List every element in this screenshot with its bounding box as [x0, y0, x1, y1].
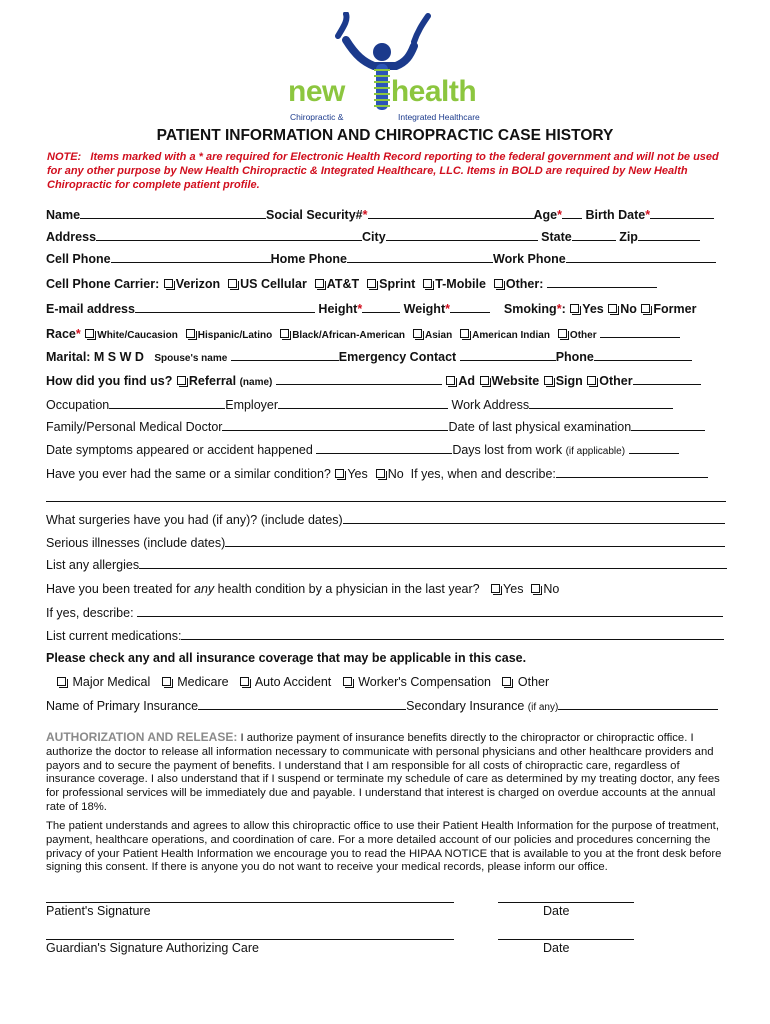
row-if-yes-describe: If yes, describe: — [46, 605, 726, 621]
allergies-field[interactable] — [139, 557, 727, 569]
illnesses-field[interactable] — [225, 535, 725, 547]
checkbox-website[interactable] — [480, 376, 489, 385]
insurance-heading: Please check any and all insurance coverage that may be applicable in this case. — [46, 651, 527, 665]
treated-describe-field[interactable] — [137, 605, 723, 617]
checkbox-medicare[interactable] — [162, 677, 171, 686]
row-allergies: List any allergies — [46, 557, 726, 573]
checkbox-tmobile[interactable] — [423, 279, 432, 288]
checkbox-sign[interactable] — [544, 376, 553, 385]
patient-date-line[interactable] — [498, 902, 634, 903]
row-occupation: Occupation Employer Work Address — [46, 397, 726, 413]
checkbox-sprint[interactable] — [367, 279, 376, 288]
work-phone-field[interactable] — [566, 251, 716, 263]
checkbox-us-cellular[interactable] — [228, 279, 237, 288]
note — [47, 150, 727, 192]
height-field[interactable] — [362, 301, 400, 313]
spouse-name-field[interactable] — [231, 349, 339, 361]
logo-sub-left: Chiropractic & — [290, 112, 344, 122]
checkbox-smoking-former[interactable] — [641, 304, 650, 313]
family-doctor-field[interactable] — [222, 419, 448, 431]
checkbox-treated-yes[interactable] — [491, 584, 500, 593]
name-field[interactable] — [80, 207, 266, 219]
symptoms-date-field[interactable] — [316, 442, 452, 454]
row-symptoms: Date symptoms appeared or accident happened Days lost from work (if applicable) — [46, 442, 726, 459]
row-phones: Cell Phone Home Phone Work Phone — [46, 251, 726, 267]
days-lost-field[interactable] — [629, 442, 679, 454]
find-other-field[interactable] — [633, 373, 701, 385]
row-doctor: Family/Personal Medical Doctor Date of last physical examination — [46, 419, 726, 435]
referral-name-field[interactable] — [276, 373, 442, 385]
row-illnesses: Serious illnesses (include dates) — [46, 535, 726, 551]
checkbox-verizon[interactable] — [164, 279, 173, 288]
checkbox-race-american-indian[interactable] — [460, 329, 469, 338]
checkbox-att[interactable] — [315, 279, 324, 288]
checkbox-ad[interactable] — [446, 376, 455, 385]
checkbox-race-other[interactable] — [558, 329, 567, 338]
authorization-paragraph — [46, 731, 726, 815]
checkbox-treated-no[interactable] — [531, 584, 540, 593]
patient-date-label: Date — [543, 904, 570, 918]
state-field[interactable] — [572, 229, 616, 241]
row-name: Name Social Security#* Age* Birth Date* — [46, 207, 726, 223]
checkbox-major-medical[interactable] — [57, 677, 66, 686]
note-label: NOTE: — [47, 151, 82, 163]
authorization-heading: AUTHORIZATION AND RELEASE: — [46, 730, 238, 744]
checkbox-find-other[interactable] — [587, 376, 596, 385]
row-race: Race* White/Caucasion Hispanic/Latino Black/African-American Asian American Indian Other — [46, 326, 726, 343]
emergency-phone-field[interactable] — [594, 349, 692, 361]
employer-field[interactable] — [278, 397, 448, 409]
guardian-date-line[interactable] — [498, 939, 634, 940]
checkbox-auto-accident[interactable] — [240, 677, 249, 686]
row-same-condition: Have you ever had the same or a similar condition? Yes No If yes, when and describe: — [46, 466, 726, 482]
ssn-field[interactable] — [368, 207, 534, 219]
surgeries-field[interactable] — [343, 512, 725, 524]
emergency-contact-field[interactable] — [460, 349, 556, 361]
patient-signature-label: Patient's Signature — [46, 904, 151, 918]
race-other-field[interactable] — [600, 326, 680, 338]
occupation-field[interactable] — [109, 397, 225, 409]
note-text: Items marked with a * are required for Electronic Health Record reporting to the federal government and will not be used for any other purpose by New Health Chiropractic & Integrated Healthcare, LLC. Items in BOLD are required by New Health Chiropractic for complete patient profile. — [47, 151, 719, 191]
patient-signature-line[interactable] — [46, 902, 454, 903]
row-medications: List current medications: — [46, 628, 726, 644]
age-field[interactable] — [562, 207, 582, 219]
row-find-us: How did you find us? Referral (name) Ad Website Sign Other — [46, 373, 726, 390]
row-insurance-names: Name of Primary Insurance Secondary Insurance (if any) — [46, 698, 726, 715]
guardian-signature-line[interactable] — [46, 939, 454, 940]
authorization-text: I authorize payment of insurance benefits directly to the chiropractor or chiropractic office. I authorize the doctor to release all information necessary to communicate with personal physicians and other healthcare providers and payors and to secure the payment of benefits. I understand that I am responsible for all costs of chiropractic care, regardless of insurance coverage. I also understand that if I suspend or terminate my schedule of care as determined by my treating doctor, any fees for professional services will be immediately due and payable. I understand that interest is charged on overdue accounts at the annual rate of 18%. — [46, 732, 720, 813]
logo-sub-right: Integrated Healthcare — [398, 112, 480, 122]
birth-date-field[interactable] — [650, 207, 714, 219]
row-marital: Marital: M S W D Spouse's name Emergency Contact Phone — [46, 349, 726, 366]
checkbox-same-no[interactable] — [376, 469, 385, 478]
cell-phone-field[interactable] — [111, 251, 271, 263]
checkbox-insurance-other[interactable] — [502, 677, 511, 686]
work-address-field[interactable] — [529, 397, 673, 409]
city-field[interactable] — [386, 229, 538, 241]
guardian-date-label: Date — [543, 941, 570, 955]
checkbox-referral[interactable] — [177, 376, 186, 385]
zip-field[interactable] — [638, 229, 700, 241]
checkbox-workers-comp[interactable] — [343, 677, 352, 686]
row-insurance-options: Major Medical Medicare Auto Accident Worker's Compensation Other — [56, 675, 736, 690]
row-carrier: Cell Phone Carrier: Verizon US Cellular AT&T Sprint T-Mobile Other: — [46, 276, 726, 292]
form-title: PATIENT INFORMATION AND CHIROPRACTIC CASE HISTORY — [156, 127, 614, 144]
last-exam-field[interactable] — [631, 419, 705, 431]
row-email: E-mail address Height* Weight* Smoking*: Yes No Former — [46, 302, 697, 316]
checkbox-smoking-yes[interactable] — [570, 304, 579, 313]
same-condition-describe-field[interactable] — [556, 466, 708, 478]
checkbox-race-black[interactable] — [280, 329, 289, 338]
primary-insurance-field[interactable] — [198, 698, 406, 710]
checkbox-smoking-no[interactable] — [608, 304, 617, 313]
guardian-signature-label: Guardian's Signature Authorizing Care — [46, 941, 259, 955]
logo-wordmark: new health — [288, 75, 477, 108]
checkbox-race-white[interactable] — [85, 329, 94, 338]
row-address: Address City State Zip — [46, 229, 726, 245]
describe-line[interactable] — [46, 501, 726, 502]
checkbox-same-yes[interactable] — [335, 469, 344, 478]
row-surgeries: What surgeries have you had (if any)? (include dates) — [46, 512, 726, 528]
home-phone-field[interactable] — [347, 251, 493, 263]
secondary-insurance-field[interactable] — [558, 698, 718, 710]
address-field[interactable] — [96, 229, 362, 241]
weight-field[interactable] — [450, 301, 490, 313]
checkbox-race-hispanic[interactable] — [186, 329, 195, 338]
medications-field[interactable] — [181, 628, 724, 640]
email-field[interactable] — [135, 301, 315, 313]
checkbox-race-asian[interactable] — [413, 329, 422, 338]
logo — [286, 12, 486, 124]
row-treated: Have you been treated for any health condition by a physician in the last year? Yes No — [46, 582, 560, 596]
hipaa-paragraph: The patient understands and agrees to allow this chiropractic office to use their Patient Health Information for the purpose of treatment, payment, healthcare operations, and coordination of care. For a more detailed account of our policies and procedures concerning the privacy of your Patient Health Information we encourage you to read the HIPAA NOTICE that is available to you at the front desk before signing this consent. If there is anyone you do not want to receive your medical records, please inform our office. — [46, 820, 722, 874]
other-carrier-field[interactable] — [547, 276, 657, 288]
checkbox-other-carrier[interactable] — [494, 279, 503, 288]
